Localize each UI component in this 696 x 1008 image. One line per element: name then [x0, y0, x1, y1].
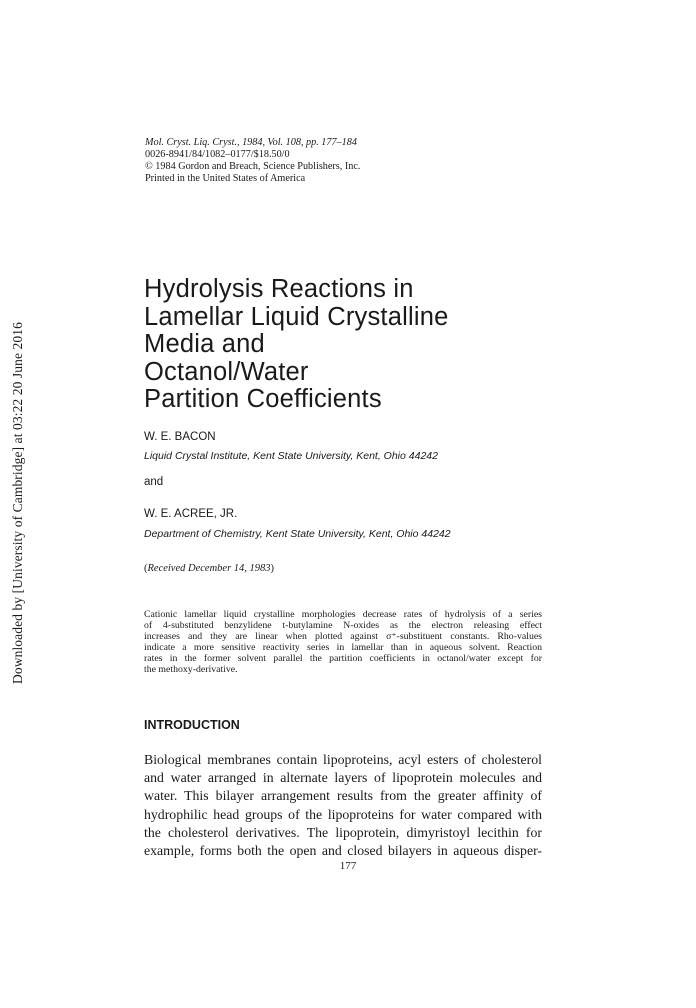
title-line: Hydrolysis Reactions in: [144, 275, 414, 303]
citation-copyright-line: © 1984 Gordon and Breach, Science Publishers, Inc.: [145, 161, 361, 172]
body-line: example, forms both the open and closed bilayers in aqueous disper-: [144, 843, 542, 859]
citation-issn-line: 0026-8941/84/1082–0177/$18.50/0: [145, 149, 290, 160]
paper-title: [144, 276, 448, 414]
received-date-text: Received December 14, 1983: [147, 563, 271, 574]
body-line: hydrophilic head groups of the lipoproteins for water compared with: [144, 806, 542, 822]
author-name: W. E. ACREE, JR.: [144, 508, 238, 520]
abstract-line: increases and they are linear when plotted against σ⁺-substituent constants. Rho-values: [144, 631, 542, 643]
author-affiliation: Liquid Crystal Institute, Kent State University, Kent, Ohio 44242: [144, 450, 438, 462]
citation-printed-line: Printed in the United States of America: [145, 173, 306, 184]
journal-citation: [145, 137, 360, 185]
abstract: [144, 609, 542, 675]
section-heading: INTRODUCTION: [144, 718, 240, 732]
title-line: Octanol/Water: [144, 357, 309, 386]
abstract-line: the methoxy-derivative.: [144, 664, 238, 676]
body-line: water. This bilayer arrangement results from the greater affinity of: [144, 788, 542, 804]
abstract-line: Cationic lamellar liquid crystalline morphologies decrease rates of hydrolysis of a series: [144, 609, 542, 620]
body-line: the cholesterol derivatives. The lipoprotein, dimyristoyl lecithin for: [144, 824, 542, 840]
abstract-line: rates in the former solvent parallel the partition coefficients in octanol/water except for: [144, 653, 542, 665]
author-affiliation: Department of Chemistry, Kent State University, Kent, Ohio 44242: [144, 528, 451, 540]
abstract-line: of 4-substituted benzylidene t-butylamine N-oxides as the electron releasing effect: [144, 620, 542, 632]
body-line: Biological membranes contain lipoproteins, acyl esters of cholesterol: [144, 752, 542, 767]
title-line: Media and: [144, 330, 265, 359]
page-number: 177: [339, 860, 357, 872]
introduction-body: [144, 751, 542, 860]
title-line: Partition Coefficients: [144, 385, 382, 414]
author-conjunction: and: [144, 476, 164, 488]
abstract-line: indicate a more sensitive reactivity series in lamellar than in aqueous solvent. Reaction: [144, 642, 542, 654]
body-line: and water arranged in alternate layers of lipoprotein molecules and: [144, 770, 542, 786]
title-line: Lamellar Liquid Crystalline: [144, 302, 449, 331]
download-notice: Downloaded by [University of Cambridge] at 03:22 20 June 2016: [10, 322, 25, 684]
received-date: (Received December 14, 1983): [144, 563, 275, 574]
citation-journal-line: Mol. Cryst. Liq. Cryst., 1984, Vol. 108, pp. 177–184: [145, 137, 357, 148]
author-name: W. E. BACON: [144, 431, 216, 443]
